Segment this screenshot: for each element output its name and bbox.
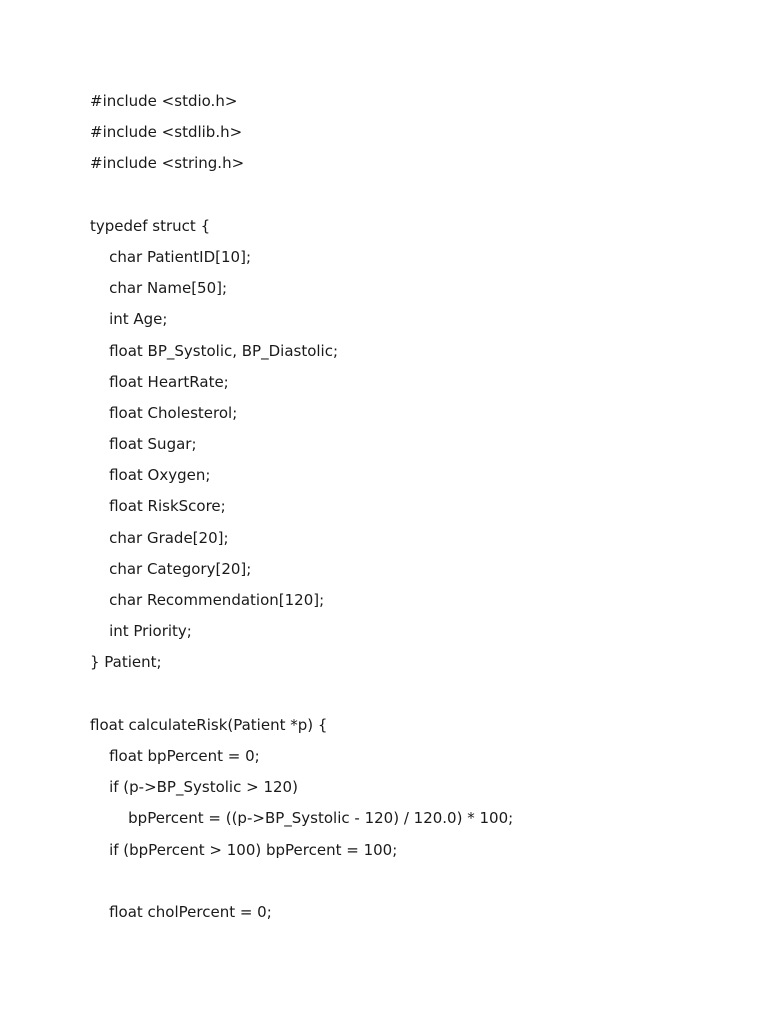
code-line: float RiskScore;: [90, 497, 226, 516]
code-line: float cholPercent = 0;: [90, 902, 272, 921]
code-line: float Oxygen;: [90, 466, 211, 485]
code-line: char Grade[20];: [90, 528, 229, 547]
code-line: char PatientID[10];: [90, 247, 252, 266]
code-line: char Recommendation[120];: [90, 591, 325, 609]
code-line: [90, 180, 513, 211]
code-line: float bpPercent = 0;: [90, 746, 260, 765]
code-line: float HeartRate;: [90, 372, 229, 391]
code-line: float BP_Systolic, BP_Diastolic;: [90, 341, 339, 360]
code-line: [90, 866, 513, 897]
code-line: #include <stdlib.h>: [90, 123, 243, 142]
code-line: if (p->BP_Systolic > 120): [90, 778, 298, 797]
code-line: if (bpPercent > 100) bpPercent = 100;: [90, 840, 398, 859]
code-line: bpPercent = ((p->BP_Systolic - 120) / 120.0) * 100;: [90, 809, 514, 828]
code-line: float Sugar;: [90, 435, 197, 454]
code-line: #include <string.h>: [90, 154, 245, 173]
code-line: } Patient;: [90, 653, 162, 672]
code-line: int Priority;: [90, 622, 192, 641]
code-line: typedef struct {: [90, 216, 211, 235]
code-line: char Name[50];: [90, 279, 228, 298]
code-listing: [90, 86, 513, 928]
code-line: char Category[20];: [90, 559, 252, 578]
code-line: [90, 679, 513, 710]
code-line: float Cholesterol;: [90, 403, 238, 422]
code-line: #include <stdio.h>: [90, 92, 238, 110]
code-line: int Age;: [90, 310, 168, 329]
code-line: float calculateRisk(Patient *p) {: [90, 715, 328, 734]
